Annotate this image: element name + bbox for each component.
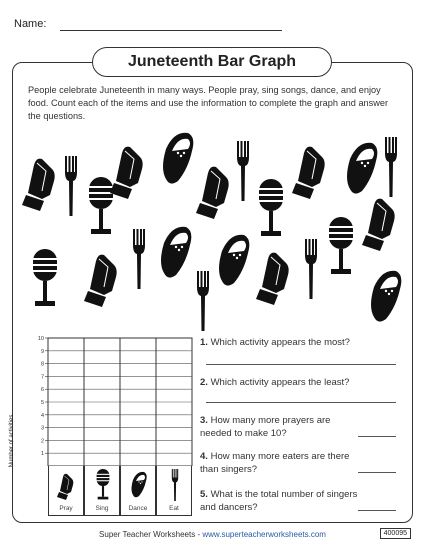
praying-hands-icon bbox=[110, 138, 150, 200]
fork-icon bbox=[64, 145, 78, 227]
microphone-icon bbox=[93, 469, 113, 501]
category-eat bbox=[156, 466, 192, 516]
answer-line-4[interactable] bbox=[358, 472, 396, 473]
answer-line-5[interactable] bbox=[358, 510, 396, 511]
question-number: 5. bbox=[200, 489, 208, 500]
question-number: 1. bbox=[200, 337, 208, 348]
microphone-icon bbox=[30, 248, 60, 310]
tap-shoe-icon bbox=[156, 220, 196, 286]
footer-separator: - bbox=[195, 530, 203, 539]
question-text: Which activity appears the most? bbox=[210, 337, 350, 348]
question-1 bbox=[200, 336, 410, 349]
category-label: Pray bbox=[59, 505, 73, 512]
praying-hands-icon bbox=[57, 469, 77, 501]
answer-line-3[interactable] bbox=[358, 436, 396, 437]
name-label: Name: bbox=[14, 18, 47, 30]
praying-hands-icon bbox=[84, 246, 124, 308]
y-tick-label: 1 bbox=[40, 451, 44, 458]
worksheet-code: 400095 bbox=[380, 528, 411, 539]
question-number: 3. bbox=[200, 415, 208, 426]
category-label: Dance bbox=[128, 505, 148, 512]
y-tick-label: 8 bbox=[40, 361, 44, 368]
question-text: How many more prayers are needed to make 10? bbox=[200, 415, 331, 439]
answer-line-1[interactable] bbox=[206, 364, 396, 365]
question-text: How many more eaters are there than singers? bbox=[200, 451, 350, 475]
fork-icon bbox=[196, 270, 210, 332]
question-2 bbox=[200, 376, 410, 389]
footer-url[interactable]: www.superteacherworksheets.com bbox=[202, 530, 326, 539]
name-field[interactable] bbox=[60, 30, 282, 31]
intro-text: People celebrate Juneteenth in many ways. People pray, sing songs, dance, and enjoy food. Count each of the items and use the information to complete the graph and answer the questions. bbox=[28, 85, 389, 121]
fork-icon bbox=[132, 218, 146, 300]
tap-shoe-icon bbox=[158, 126, 198, 192]
y-tick-label: 7 bbox=[40, 374, 44, 381]
fork-icon bbox=[165, 469, 185, 501]
praying-hands-icon bbox=[196, 158, 236, 220]
fork-icon bbox=[236, 130, 250, 212]
microphone-icon bbox=[256, 178, 286, 240]
footer-brand: Super Teacher Worksheets bbox=[99, 530, 196, 539]
question-text: What is the total number of singers and dancers? bbox=[200, 489, 358, 513]
category-label: Eat bbox=[169, 505, 179, 512]
question-3 bbox=[200, 414, 360, 440]
name-row bbox=[14, 18, 274, 34]
question-5 bbox=[200, 488, 360, 514]
microphone-icon bbox=[326, 216, 356, 278]
category-dance bbox=[120, 466, 156, 516]
tap-shoe-icon bbox=[214, 228, 254, 294]
y-tick-label: 6 bbox=[40, 387, 44, 394]
question-4 bbox=[200, 450, 350, 476]
question-text: Which activity appears the least? bbox=[210, 377, 350, 388]
category-pray bbox=[48, 466, 84, 516]
y-tick-label: 3 bbox=[40, 425, 44, 432]
bar-graph-grid[interactable] bbox=[33, 336, 193, 466]
tap-shoe-icon bbox=[129, 469, 149, 501]
fork-icon bbox=[304, 228, 318, 310]
y-tick-label: 9 bbox=[40, 348, 44, 355]
y-axis-label: Number of activities bbox=[9, 414, 15, 468]
praying-hands-icon bbox=[22, 150, 62, 212]
praying-hands-icon bbox=[292, 138, 332, 200]
category-sing bbox=[84, 466, 120, 516]
tap-shoe-icon bbox=[366, 264, 406, 330]
y-tick-label: 4 bbox=[40, 412, 44, 419]
y-tick-label: 2 bbox=[40, 438, 44, 445]
praying-hands-icon bbox=[362, 190, 402, 252]
praying-hands-icon bbox=[256, 244, 296, 306]
footer bbox=[0, 530, 425, 539]
y-tick-label: 10 bbox=[37, 336, 44, 342]
question-number: 2. bbox=[200, 377, 208, 388]
question-number: 4. bbox=[200, 451, 208, 462]
answer-line-2[interactable] bbox=[206, 402, 396, 403]
page-title: Juneteenth Bar Graph bbox=[92, 47, 332, 77]
y-tick-label: 5 bbox=[40, 400, 44, 406]
category-label: Sing bbox=[95, 505, 109, 512]
